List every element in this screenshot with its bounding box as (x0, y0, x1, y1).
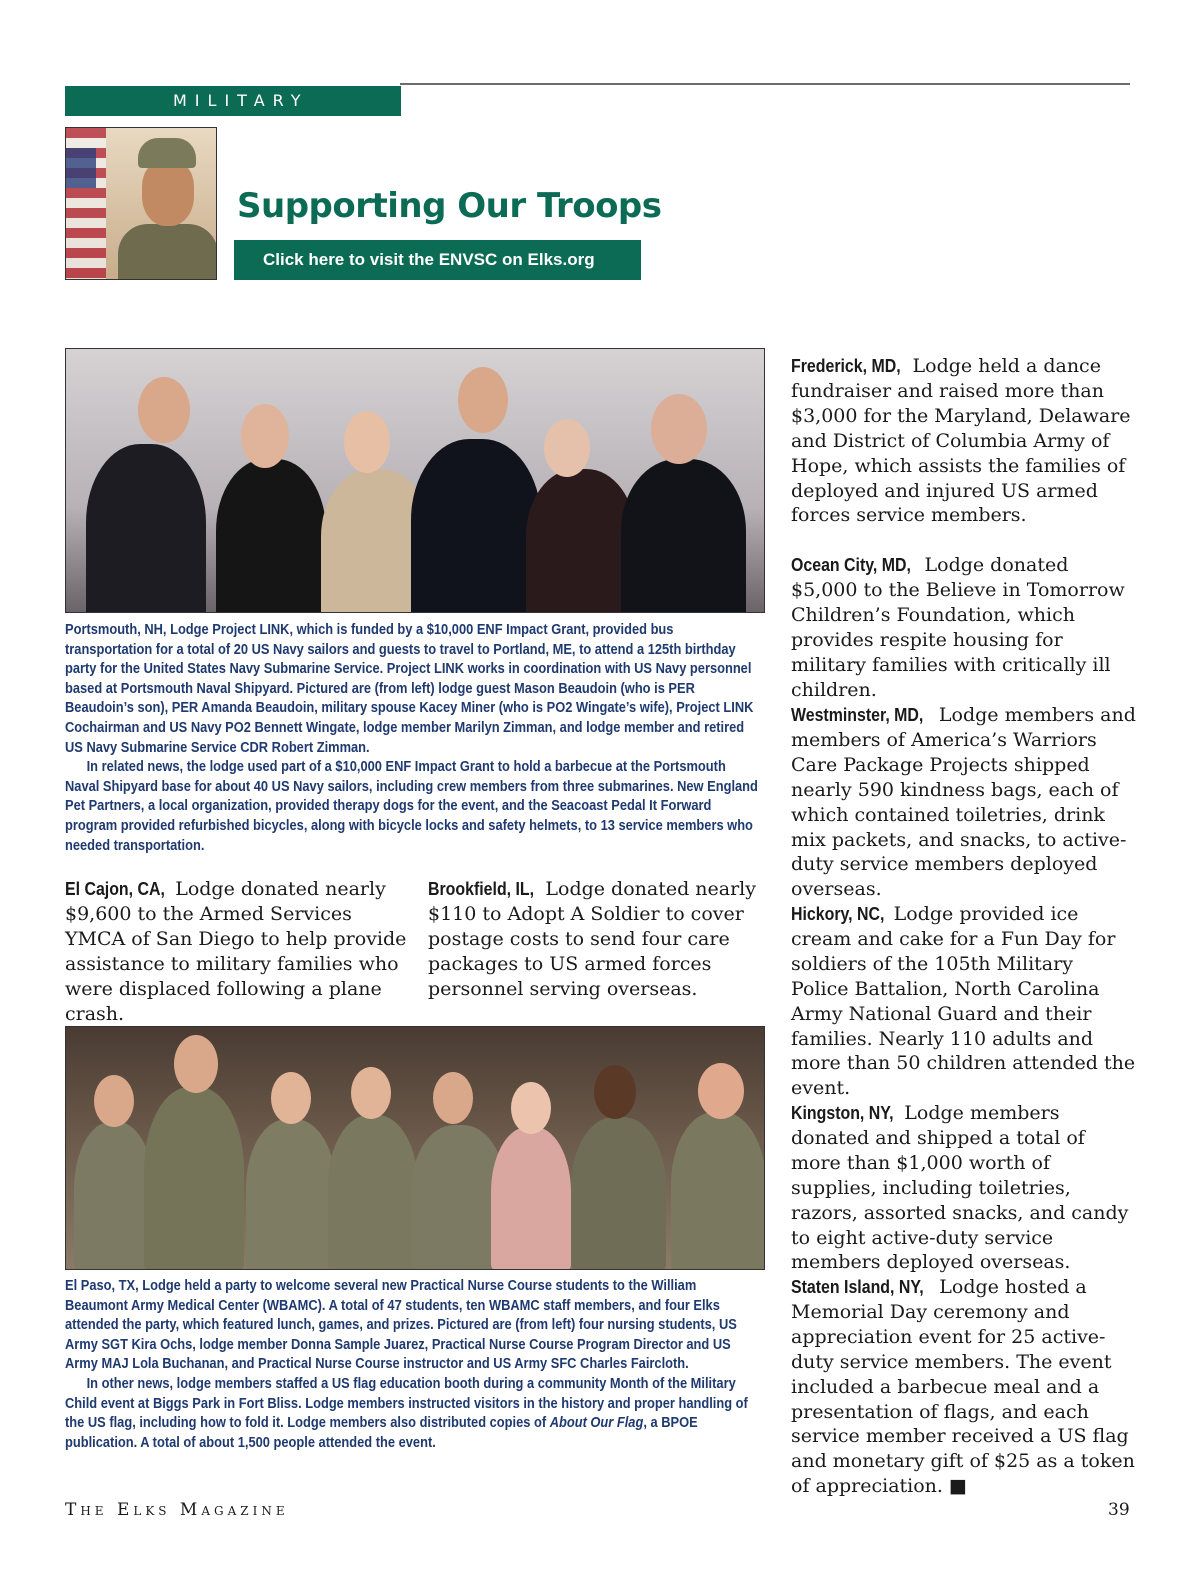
envsc-link-button[interactable]: Click here to visit the ENVSC on Elks.org (234, 240, 641, 280)
story-place: Frederick, MD, (791, 355, 901, 376)
soldier-cap (138, 138, 196, 168)
page-title: Supporting Our Troops (237, 186, 662, 226)
soldier-1 (74, 1122, 154, 1270)
person-2 (216, 459, 326, 613)
story-text: Lodge donated $5,000 to the Believe in Tomorrow Children’s Foundation, which provides respite housing for military families with critically ill children. (791, 554, 1125, 701)
story-hickory (791, 902, 1136, 1101)
story-kingston (791, 1101, 1136, 1275)
person-4-head (458, 367, 508, 433)
end-mark: ■ (942, 1475, 967, 1498)
el-paso-photo (65, 1026, 765, 1270)
section-label: MILITARY (65, 86, 401, 116)
portsmouth-caption (65, 621, 763, 856)
story-text: Lodge provided ice cream and cake for a Fun Day for soldiers of the 105th Military Police Battalion, North Carolina Army National Guard and their families. Nearly 110 adults and more than 50 children attended the event. (791, 903, 1136, 1100)
caption-paragraph (65, 1375, 763, 1453)
story-place: Brookfield, IL, (428, 878, 535, 899)
person-6-head (651, 394, 707, 464)
soldier-uniform (118, 224, 217, 280)
soldier-4-head (351, 1067, 391, 1119)
soldier-1-head (94, 1075, 134, 1127)
portsmouth-photo (65, 348, 765, 613)
story-staten-island (791, 1275, 1136, 1499)
magazine-name: The Elks Magazine (65, 1500, 289, 1520)
caption-text: , a BPOE publication. A total of about 1,500 people attended the event. (65, 1415, 698, 1451)
publication-title: About Our Flag (549, 1415, 644, 1432)
civilian (491, 1127, 571, 1270)
top-rule (400, 83, 1130, 85)
story-frederick (791, 354, 1136, 528)
person-5-head (544, 419, 590, 477)
caption-paragraph (65, 621, 763, 758)
soldier-6 (571, 1117, 666, 1270)
story-place: Ocean City, MD, (791, 554, 911, 575)
person-4 (411, 439, 541, 613)
person-5 (526, 469, 636, 613)
story-text: Lodge donated nearly $110 to Adopt A Soldier to cover postage costs to send four care packages to US armed forces personnel serving overseas. (428, 878, 756, 1000)
page-number: 39 (1108, 1500, 1130, 1520)
person-1 (86, 444, 206, 613)
story-place: Hickory, NC, (791, 903, 885, 924)
soldier-2-head (174, 1035, 218, 1093)
story-place: El Cajon, CA, (65, 878, 165, 899)
caption-text: Lodge held a party to welcome several new Practical Nurse Course students to the William Beaumont Army Medical Center (WBAMC). A total of 47 students, ten WBAMC staff members, and four Elks attended the party, which featured lunch, games, and prizes. Pictured are (from left) four nursing students, US Army SGT Kira Ochs, lodge member Donna Sample Juarez, Practical Nurse Course Program Director and US Army MAJ Lola Buchanan, and Practical Nurse Course instructor and US Army SFC Charles Faircloth. (65, 1278, 737, 1373)
story-place: Westminster, MD, (791, 704, 924, 725)
soldier-5-head (433, 1072, 473, 1124)
story-text: Lodge donated nearly $9,600 to the Armed Services YMCA of San Diego to help provide assistance to military families who were displaced following a plane crash. (65, 878, 407, 1025)
soldier-3-head (271, 1072, 311, 1124)
story-westminster (791, 703, 1136, 902)
story-text: Lodge members and members of America’s Warriors Care Package Projects shipped nearly 590 kindness bags, each of which contained toiletries, drink mix packets, and snacks, to active-duty service members deployed overseas. (791, 704, 1136, 901)
story-text: Lodge held a dance fundraiser and raised more than $3,000 for the Maryland, Delaware and District of Columbia Army of Hope, which assists the families of deployed and injured US armed forces service members. (791, 355, 1131, 527)
soldier-2 (144, 1087, 244, 1270)
person-3-head (344, 411, 390, 473)
soldier-4 (328, 1115, 418, 1270)
soldier-6-head (594, 1065, 636, 1119)
soldier-3 (246, 1119, 336, 1270)
story-el-cajon (65, 877, 410, 1026)
person-2-head (241, 404, 289, 468)
flag-canton (66, 148, 96, 188)
caption-place: El Paso, TX, (65, 1278, 139, 1294)
story-place: Staten Island, NY, (791, 1276, 924, 1297)
el-paso-caption (65, 1277, 763, 1453)
person-6 (621, 459, 746, 613)
caption-text: In other news, lodge members staffed a US flag education booth during a community Month of the Military Child event at Biggs Park in Fort Bliss. Lodge members instructed visitors in the history and proper handling of the US flag, including how to fold it. Lodge members also distributed copies of (65, 1375, 748, 1432)
soldier-face (142, 160, 194, 226)
story-text: Lodge hosted a Memorial Day ceremony and appreciation event for 25 active-duty service members. The event included a barbecue meal and a presentation of flags, and each service member received a US flag and monetary gift of $25 as a token of appreciation. (791, 1276, 1135, 1498)
person-1-head (138, 377, 190, 443)
caption-paragraph: In related news, the lodge used part of a $10,000 ENF Impact Grant to hold a barbecue at the Portsmouth Naval Shipyard base for about 40 US Navy sailors, including crew members from three submarines. New England Pet Partners, a local organization, provided therapy dogs for the event, and the Seacoast Pedal It Forward program provided refurbished bicycles, along with bicycle locks and safety helmets, to 13 service members who needed transportation. (65, 759, 758, 854)
story-ocean-city (791, 553, 1136, 702)
caption-paragraph (65, 1277, 763, 1375)
story-place: Kingston, NY, (791, 1102, 894, 1123)
caption-place: Portsmouth, NH, (65, 622, 167, 638)
soldier-7-head (698, 1063, 744, 1119)
soldier-photo (65, 127, 217, 280)
civilian-head (511, 1082, 551, 1134)
story-text: Lodge members donated and shipped a total of more than $1,000 worth of supplies, including toiletries, razors, assorted snacks, and candy to eight active-duty service members deployed overseas. (791, 1102, 1129, 1274)
caption-text: Lodge Project LINK, which is funded by a $10,000 ENF Impact Grant, provided bus transportation for a total of 20 US Navy sailors and guests to travel to Portland, ME, to attend a 125th birthday party for the United States Navy Submarine Service. Project LINK works in coordination with US Navy personnel based at Portsmouth Naval Shipyard. Pictured are (from left) lodge guest Mason Beaudoin (who is PER Beaudoin’s son), PER Amanda Beaudoin, military spouse Kacey Miner (who is PO2 Wingate’s wife), Project LINK Cochairman and US Navy PO2 Bennett Wingate, lodge member Marilyn Zimman, and lodge member and retired US Navy Submarine Service CDR Robert Zimman. (65, 622, 754, 756)
story-brookfield (428, 877, 773, 1002)
soldier-7 (671, 1112, 765, 1270)
